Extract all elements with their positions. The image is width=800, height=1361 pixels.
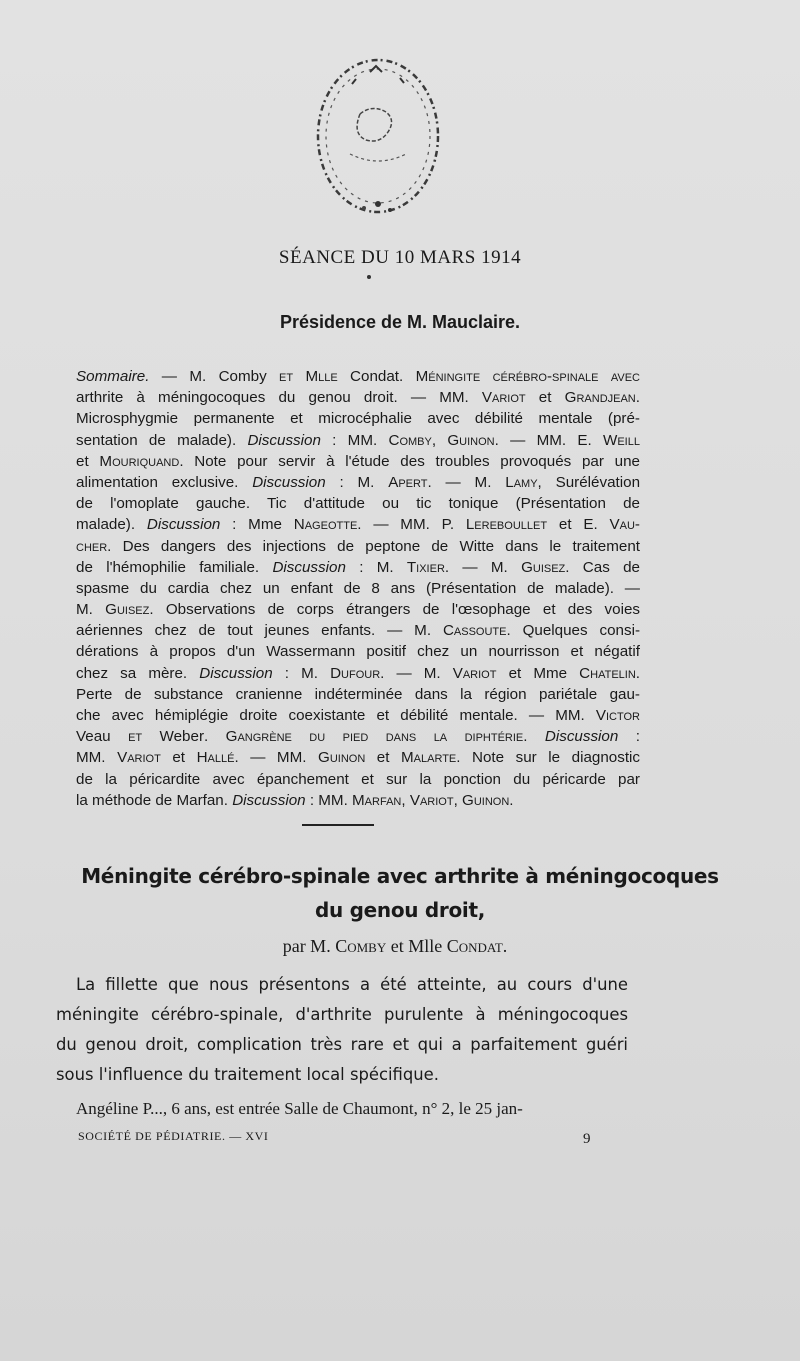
sommaire-text: Perte de substance cranienne indéterminée dans la région pariétale gau-: [76, 685, 640, 703]
sommaire-name: . Gangrène du pied dans la diphtérie.: [204, 728, 545, 746]
sommaire-text: et: [365, 749, 402, 767]
sommaire-text: ,: [431, 431, 448, 449]
sommaire-name: Grandjean: [564, 389, 636, 407]
sommaire-name: Apert: [388, 473, 428, 491]
sommaire-text: Microsphygmie permanente et microcéphalie avec débilité mentale (pré-: [76, 410, 640, 428]
sommaire-line: [76, 366, 640, 387]
sommaire-name: Tixier: [406, 558, 445, 576]
sommaire-text: sentation de malade).: [76, 431, 248, 449]
sommaire-text: aériennes chez de tout jeunes enfants. — M.: [76, 622, 443, 640]
sommaire-name: Victor: [595, 707, 640, 724]
sommaire-text: de la péricardite avec épanchement et sur la ponction du péricarde par: [76, 770, 640, 788]
authors-mid: et Mlle: [386, 936, 447, 956]
sommaire-text: la méthode de Marfan.: [76, 791, 233, 809]
sommaire-name: Comby: [388, 431, 432, 449]
sommaire-text: .: [635, 664, 641, 682]
sommaire-line: [76, 705, 640, 726]
sommaire-text: : M.: [345, 558, 407, 576]
sommaire-line: [76, 769, 640, 790]
article-title-line-2: du genou droit,: [314, 898, 485, 922]
sommaire-text: che avec hémiplégie droite coexistante et débilité mentale. — MM.: [76, 707, 596, 724]
sommaire-name: Cassoute: [442, 622, 507, 640]
sommaire-text: et Mme: [496, 664, 580, 682]
sommaire-text: . — MM. P.: [357, 516, 466, 534]
sommaire-line: [76, 726, 640, 747]
sommaire-text: . — M.: [380, 664, 453, 682]
sommaire-text: . Quelques consi-: [506, 622, 640, 640]
sommaire-name: Guinon: [318, 749, 366, 767]
sommaire-text: , Surélévation: [537, 473, 641, 491]
page-number: 9: [583, 1131, 591, 1147]
sommaire-line: [76, 387, 640, 408]
sommaire-italic: Discussion: [252, 473, 326, 491]
sommaire-name: :: [618, 728, 640, 746]
sommaire-name: Lamy: [505, 473, 538, 491]
sommaire-text: .: [509, 791, 514, 809]
stray-dot: [367, 275, 371, 279]
sommaire-name: Chatelin: [579, 664, 636, 682]
sommaire-italic: Discussion: [247, 431, 321, 449]
sommaire-text: . — M.: [444, 558, 522, 576]
sommaire-name: Lereboullet: [465, 516, 548, 534]
sommaire-text: MM.: [76, 749, 118, 767]
sommaire-name: Hallé: [196, 749, 235, 767]
sommaire-line: [76, 430, 640, 451]
sommaire-text: : Mme: [220, 516, 294, 534]
sommaire-text: de l'hémophilie familiale.: [76, 558, 273, 576]
sommaire-name: Guisez: [521, 558, 566, 576]
sommaire-text: Comby: [218, 368, 267, 385]
sommaire-text: dérations à propos d'un Wassermann positif chez un nourrisson et négatif: [76, 643, 640, 661]
sommaire-text: .: [635, 389, 640, 407]
footer-journal: SOCIÉTÉ DE PÉDIATRIE. — XVI: [78, 1129, 269, 1143]
presidence-heading: Présidence de M. Mauclaire.: [279, 312, 521, 332]
section-divider: [302, 824, 374, 826]
authors-suffix: .: [502, 936, 508, 956]
sommaire-text: Weber: [159, 728, 205, 746]
sommaire-line: [76, 578, 640, 599]
sommaire-line: [76, 663, 640, 684]
sommaire-line: [76, 557, 640, 578]
sommaire-line: [76, 536, 640, 557]
sommaire-text: . Des dangers des injections de peptone de Witte dans le traitement: [107, 537, 640, 555]
sommaire-text: M.: [76, 601, 106, 619]
sommaire-name: Guinon: [462, 791, 510, 809]
sommaire-italic: Discussion: [232, 791, 306, 809]
sommaire-text: et E.: [547, 516, 610, 534]
sommaire-text: alimentation exclusive.: [76, 473, 253, 491]
sommaire-block: [76, 366, 640, 811]
sommaire-text: . Note pour servir à l'étude des troubles provoqués par une: [179, 452, 641, 470]
sommaire-name: Malarte: [401, 749, 457, 767]
author-condat: Condat: [446, 936, 503, 956]
sommaire-name: Variot: [452, 664, 497, 682]
sommaire-line: [76, 620, 640, 641]
sommaire-italic: Discussion: [199, 664, 273, 682]
sommaire-line: [76, 514, 640, 535]
sommaire-text: ,: [401, 791, 410, 809]
sommaire-text: et: [525, 389, 565, 407]
paragraph-line: sous l'influence du traitement local spécifique.: [56, 1065, 439, 1084]
sommaire-line: [76, 408, 640, 429]
sommaire-line: [76, 790, 640, 811]
sommaire-name: Variot: [409, 791, 454, 809]
sommaire-text: . Observations de corps étrangers de l'œsophage et des voies: [149, 601, 641, 619]
sommaire-text: de l'omoplate gauche. Tic d'attitude ou tic tonique (Présentation de: [76, 495, 640, 513]
sommaire-line: [76, 599, 640, 620]
authors-prefix: par M.: [282, 936, 336, 956]
sommaire-name: et: [110, 728, 160, 746]
sommaire-name: Guisez: [105, 601, 150, 619]
sommaire-text: Condat: [350, 368, 400, 385]
sommaire-name: Variot: [481, 389, 526, 407]
sommaire-text: : M.: [325, 473, 389, 491]
sommaire-italic: Sommaire.: [76, 368, 150, 385]
sommaire-line: [76, 747, 640, 768]
sommaire-name: . Méningite cérébro-spinale avec: [399, 368, 640, 385]
sommaire-text: . — M.: [427, 473, 506, 491]
sommaire-name: Variot: [117, 749, 161, 767]
paragraph-line: du genou droit, complication très rare et qui a parfaitement guéri: [56, 1035, 628, 1054]
sommaire-text: : M.: [272, 664, 331, 682]
sommaire-name: cher: [76, 537, 108, 555]
author-comby: Comby: [335, 936, 387, 956]
sommaire-text: chez sa mère.: [76, 664, 200, 682]
sommaire-name: Weill: [603, 431, 640, 449]
sommaire-name: Nageotte: [293, 516, 358, 534]
sommaire-line: [76, 641, 640, 662]
sommaire-name: Guinon: [447, 431, 495, 449]
article-authors: [0, 936, 790, 957]
sommaire-text: : MM.: [320, 431, 389, 449]
sommaire-text: Veau: [76, 728, 111, 746]
sommaire-name: et Mlle: [266, 368, 351, 385]
paragraph-line: La fillette que nous présentons a été atteinte, au cours d'une: [76, 975, 628, 994]
sommaire-italic: Discussion: [544, 728, 619, 746]
sommaire-name: Dufour: [330, 664, 381, 682]
sommaire-text: . — MM. E.: [494, 431, 604, 449]
sommaire-line: [76, 493, 640, 514]
sommaire-text: malade).: [76, 516, 147, 534]
article-next-line: Angéline P..., 6 ans, est entrée Salle de Chaumont, n° 2, le 25 jan-: [76, 1099, 523, 1118]
library-stamp: [300, 44, 456, 224]
sommaire-text: . Cas de: [565, 558, 640, 576]
sommaire-line: [76, 472, 640, 493]
sommaire-text: . — MM.: [234, 749, 318, 767]
sommaire-text: arthrite à méningocoques du genou droit. — MM.: [76, 389, 482, 407]
sommaire-line: [76, 451, 640, 472]
sommaire-name: Marfan: [352, 791, 402, 809]
sommaire-name: Mouriquand: [99, 452, 180, 470]
sommaire-text: spasme du cardia chez un enfant de 8 ans (Présentation de malade). —: [76, 579, 640, 597]
sommaire-text: et: [76, 452, 100, 470]
sommaire-line: [76, 684, 640, 705]
sommaire-name: Vau-: [609, 516, 640, 534]
sommaire-text: : MM.: [305, 791, 353, 809]
sommaire-italic: Discussion: [272, 558, 346, 576]
sommaire-italic: Discussion: [146, 516, 221, 534]
article-title: [0, 859, 800, 927]
article-title-line-1: Méningite cérébro-spinale avec arthrite à méningocoques: [81, 864, 719, 888]
sommaire-name: — M.: [149, 368, 219, 385]
sommaire-text: . Note sur le diagnostic: [456, 749, 641, 767]
seance-title: SÉANCE DU 10 MARS 1914: [278, 247, 522, 268]
article-paragraph: [56, 970, 628, 1090]
paragraph-line: méningite cérébro-spinale, d'arthrite purulente à méningocoques: [56, 1005, 628, 1024]
sommaire-text: et: [160, 749, 197, 767]
sommaire-text: ,: [453, 791, 463, 809]
